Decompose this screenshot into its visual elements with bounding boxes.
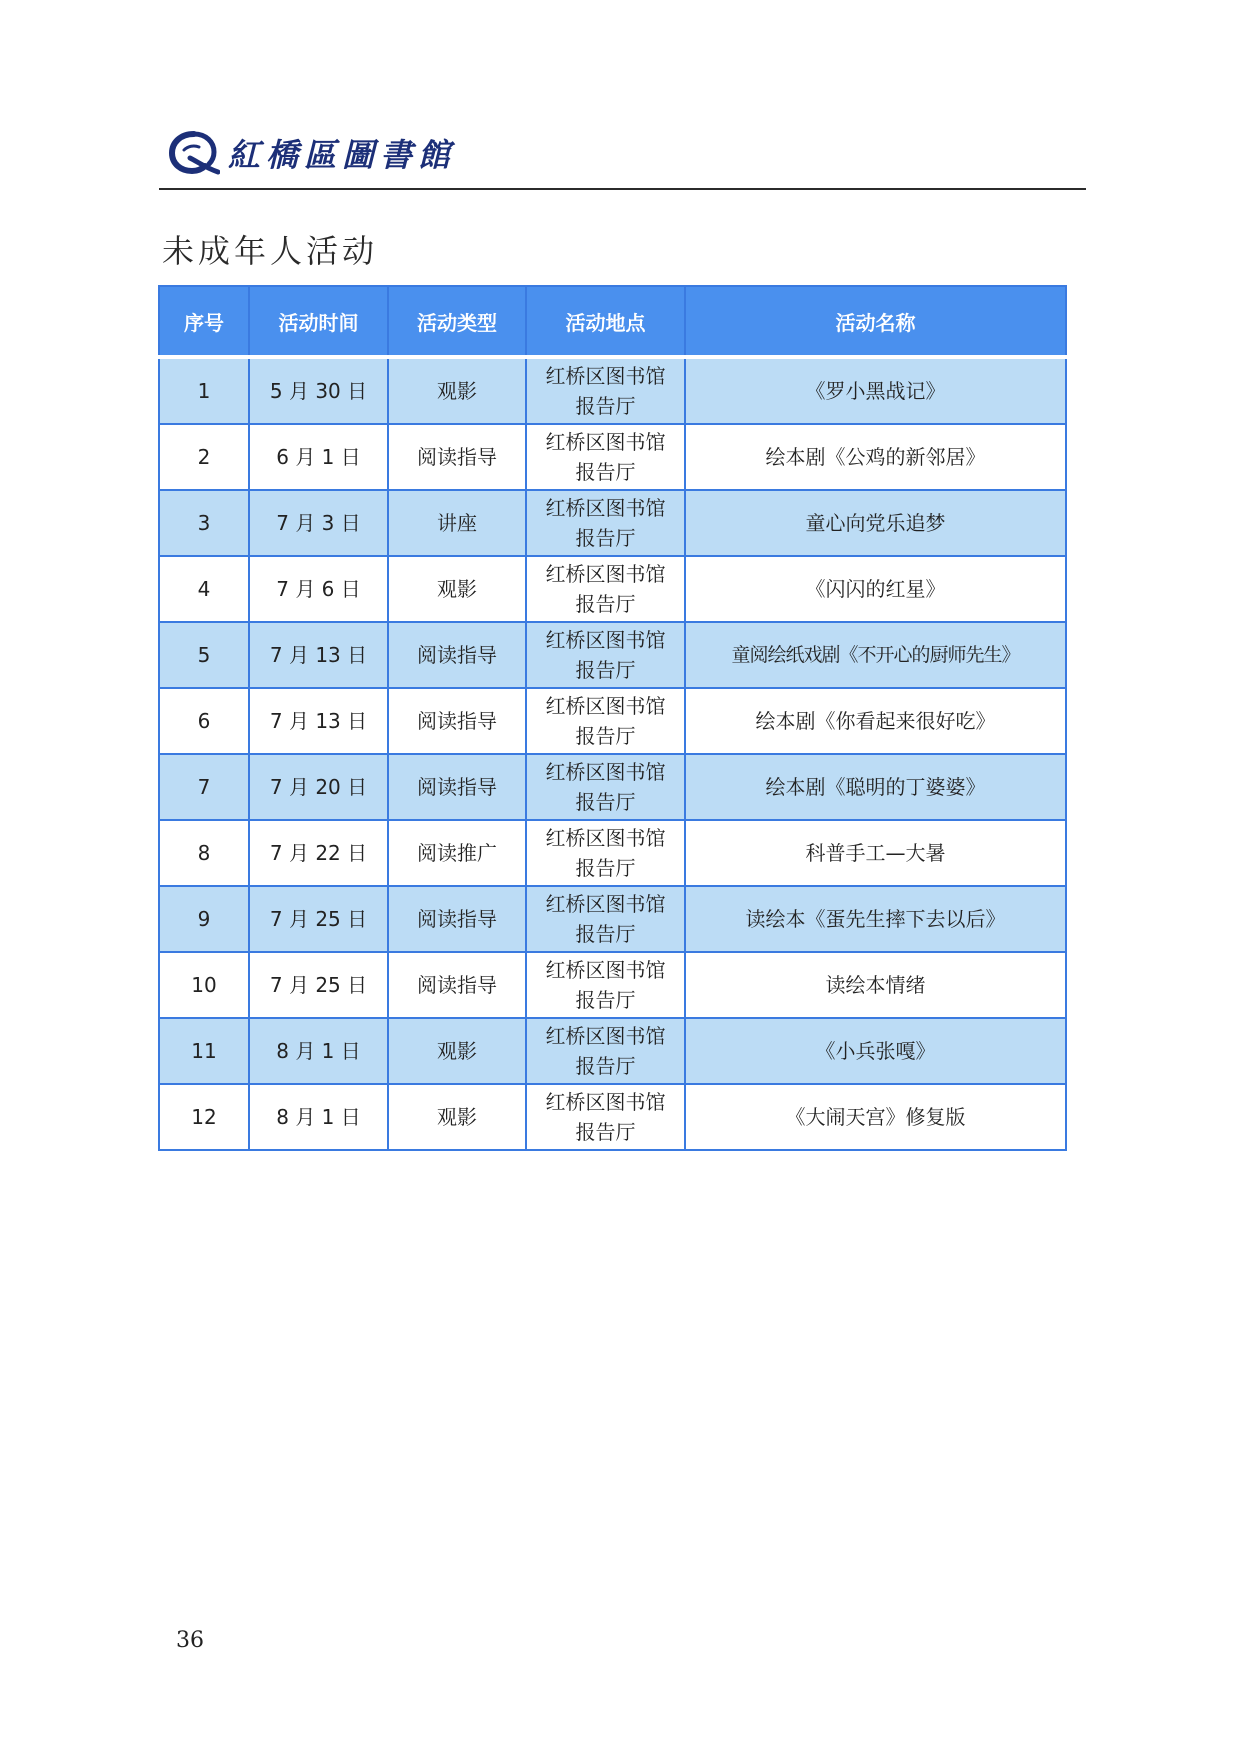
column-header-date: 活动时间 <box>249 286 388 357</box>
cell-date: 7 月 13 日 <box>249 622 388 688</box>
location-line: 红桥区图书馆 <box>545 496 666 520</box>
location-line: 报告厅 <box>575 526 636 550</box>
cell-type: 阅读指导 <box>388 622 526 688</box>
location-line: 红桥区图书馆 <box>545 826 666 850</box>
section-title: 未成年人活动 <box>162 232 379 270</box>
cell-location <box>526 556 685 622</box>
cell-name: 绘本剧《你看起来很好吃》 <box>685 688 1066 754</box>
cell-date: 7 月 3 日 <box>249 490 388 556</box>
cell-name: 读绘本情绪 <box>685 952 1066 1018</box>
table-row <box>159 754 1066 820</box>
location-line: 报告厅 <box>575 460 636 484</box>
location-line: 报告厅 <box>575 856 636 880</box>
cell-type: 阅读指导 <box>388 424 526 490</box>
library-logo-icon <box>168 128 220 178</box>
location-line: 红桥区图书馆 <box>545 760 666 784</box>
cell-no: 12 <box>159 1084 249 1150</box>
table-row <box>159 1084 1066 1150</box>
library-logo-text: 紅橋區圖書館 <box>228 136 457 174</box>
cell-date: 7 月 13 日 <box>249 688 388 754</box>
cell-no: 3 <box>159 490 249 556</box>
cell-date: 7 月 6 日 <box>249 556 388 622</box>
location-line: 报告厅 <box>575 922 636 946</box>
cell-no: 2 <box>159 424 249 490</box>
cell-name: 童阅绘纸戏剧《不开心的厨师先生》 <box>685 622 1066 688</box>
location-line: 报告厅 <box>575 1054 636 1078</box>
cell-type: 阅读指导 <box>388 886 526 952</box>
location-line: 红桥区图书馆 <box>545 430 666 454</box>
cell-date: 8 月 1 日 <box>249 1084 388 1150</box>
table-row <box>159 688 1066 754</box>
location-line: 报告厅 <box>575 1120 636 1144</box>
cell-name: 《闪闪的红星》 <box>685 556 1066 622</box>
location-line: 红桥区图书馆 <box>545 562 666 586</box>
column-header-type: 活动类型 <box>388 286 526 357</box>
cell-no: 6 <box>159 688 249 754</box>
cell-location <box>526 1018 685 1084</box>
cell-date: 8 月 1 日 <box>249 1018 388 1084</box>
table-row <box>159 886 1066 952</box>
column-header-location: 活动地点 <box>526 286 685 357</box>
cell-type: 阅读指导 <box>388 754 526 820</box>
location-line: 红桥区图书馆 <box>545 628 666 652</box>
cell-no: 4 <box>159 556 249 622</box>
table-row <box>159 424 1066 490</box>
table-row <box>159 622 1066 688</box>
location-line: 报告厅 <box>575 724 636 748</box>
cell-no: 7 <box>159 754 249 820</box>
cell-name: 《大闹天宫》修复版 <box>685 1084 1066 1150</box>
cell-name: 绘本剧《公鸡的新邻居》 <box>685 424 1066 490</box>
cell-date: 7 月 20 日 <box>249 754 388 820</box>
location-line: 报告厅 <box>575 658 636 682</box>
cell-name: 童心向党乐追梦 <box>685 490 1066 556</box>
table-row <box>159 357 1066 424</box>
cell-date: 6 月 1 日 <box>249 424 388 490</box>
cell-type: 观影 <box>388 1084 526 1150</box>
cell-name: 读绘本《蛋先生摔下去以后》 <box>685 886 1066 952</box>
table-row <box>159 490 1066 556</box>
cell-date: 7 月 25 日 <box>249 886 388 952</box>
cell-no: 10 <box>159 952 249 1018</box>
cell-type: 阅读指导 <box>388 688 526 754</box>
cell-type: 阅读指导 <box>388 952 526 1018</box>
page-number: 36 <box>176 1628 204 1653</box>
table-row <box>159 556 1066 622</box>
cell-name: 科普手工—大暑 <box>685 820 1066 886</box>
cell-location <box>526 490 685 556</box>
cell-location <box>526 886 685 952</box>
location-line: 报告厅 <box>575 394 636 418</box>
cell-location <box>526 688 685 754</box>
table-row <box>159 1018 1066 1084</box>
cell-no: 1 <box>159 357 249 424</box>
table-body <box>159 357 1066 1150</box>
table-header <box>159 286 1066 357</box>
cell-location <box>526 424 685 490</box>
cell-no: 11 <box>159 1018 249 1084</box>
location-line: 报告厅 <box>575 790 636 814</box>
table-header-row <box>159 286 1066 357</box>
table-row <box>159 952 1066 1018</box>
location-line: 报告厅 <box>575 592 636 616</box>
cell-location <box>526 1084 685 1150</box>
column-header-no: 序号 <box>159 286 249 357</box>
cell-type: 观影 <box>388 357 526 424</box>
location-line: 红桥区图书馆 <box>545 958 666 982</box>
cell-no: 9 <box>159 886 249 952</box>
location-line: 红桥区图书馆 <box>545 1024 666 1048</box>
cell-type: 观影 <box>388 1018 526 1084</box>
cell-type: 讲座 <box>388 490 526 556</box>
activities-table <box>158 285 1067 1151</box>
cell-location <box>526 357 685 424</box>
cell-date: 5 月 30 日 <box>249 357 388 424</box>
location-line: 红桥区图书馆 <box>545 694 666 718</box>
table-row <box>159 820 1066 886</box>
cell-type: 观影 <box>388 556 526 622</box>
location-line: 红桥区图书馆 <box>545 892 666 916</box>
location-line: 红桥区图书馆 <box>545 1090 666 1114</box>
cell-date: 7 月 22 日 <box>249 820 388 886</box>
cell-name: 《小兵张嘎》 <box>685 1018 1066 1084</box>
header-divider <box>159 188 1086 190</box>
cell-type: 阅读推广 <box>388 820 526 886</box>
cell-date: 7 月 25 日 <box>249 952 388 1018</box>
cell-location <box>526 952 685 1018</box>
cell-name: 绘本剧《聪明的丁婆婆》 <box>685 754 1066 820</box>
library-logo <box>168 126 457 186</box>
cell-location <box>526 754 685 820</box>
location-line: 红桥区图书馆 <box>545 364 666 388</box>
cell-location <box>526 820 685 886</box>
cell-name: 《罗小黑战记》 <box>685 357 1066 424</box>
location-line: 报告厅 <box>575 988 636 1012</box>
cell-no: 8 <box>159 820 249 886</box>
cell-no: 5 <box>159 622 249 688</box>
cell-location <box>526 622 685 688</box>
column-header-name: 活动名称 <box>685 286 1066 357</box>
